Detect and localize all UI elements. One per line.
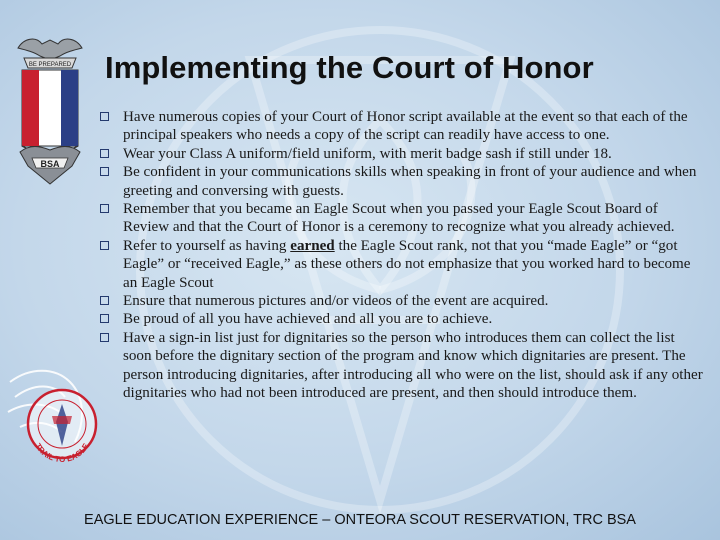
bullet-text-before: Refer to yourself as having [123, 237, 291, 254]
bullet-text: Be proud of all you have achieved and all you are to achieve. [123, 311, 493, 328]
bullet-list [96, 108, 706, 403]
bullet-text: Be confident in your communications skills when speaking in front of your audience and when greeting and conversing with guests. [123, 164, 697, 199]
bullet-item [96, 145, 706, 163]
bullet-item [96, 310, 706, 328]
bullet-text: Have numerous copies of your Court of Honor script available at the event so that each of the principal speakers who needs a copy of the script can readily have access to one. [123, 109, 688, 144]
bullet-item [96, 237, 706, 292]
bullet-text: Wear your Class A uniform/field uniform, with merit badge sash if still under 18. [123, 145, 612, 162]
slide-title: Implementing the Court of Honor [105, 50, 594, 85]
bullet-text-after: the Eagle Scout rank, not that you “made Eagle” or “got Eagle” or “received Eagle,” as these others do not emphasize that you worked hard to become an Eagle Scout [123, 237, 691, 291]
bullet-item [96, 108, 706, 145]
checkbox-bullet-icon [100, 112, 109, 121]
bullet-item [96, 200, 706, 237]
checkbox-bullet-icon [100, 204, 109, 213]
checkbox-bullet-icon [100, 333, 109, 342]
checkbox-bullet-icon [100, 241, 109, 250]
earned-emphasis: earned [290, 237, 335, 254]
checkbox-bullet-icon [100, 314, 109, 323]
logo-ring-text: TRAIL TO EAGLE [33, 441, 91, 465]
bullet-item [96, 292, 706, 310]
checkbox-bullet-icon [100, 167, 109, 176]
eagle-scout-badge-icon [10, 34, 90, 186]
slide-footer: EAGLE EDUCATION EXPERIENCE – ONTEORA SCOUT RESERVATION, TRC BSA [84, 512, 636, 528]
bullet-text: Remember that you became an Eagle Scout when you passed your Eagle Scout Board of Review and that the Court of Honor is a ceremony to recognize what you already achieved. [123, 201, 675, 236]
bullet-text: Ensure that numerous pictures and/or videos of the event are acquired. [123, 293, 549, 310]
checkbox-bullet-icon [100, 296, 109, 305]
bullet-item [96, 163, 706, 200]
trail-to-eagle-logo-icon [0, 362, 100, 477]
bullet-item [96, 329, 706, 403]
checkbox-bullet-icon [100, 149, 109, 158]
badge-banner-text: BE PREPARED [28, 62, 72, 68]
bullet-text: Have a sign-in list just for dignitaries so the person who introduces them can collect the list soon before the dignitary section of the program and know which dignitaries are present. The person introducing dignitaries, after introducing all who were on the list, should ask if any other dignitaries who had not been introduced are present, and then should introduce them. [123, 329, 703, 402]
badge-medal-text: BSA [40, 159, 60, 169]
